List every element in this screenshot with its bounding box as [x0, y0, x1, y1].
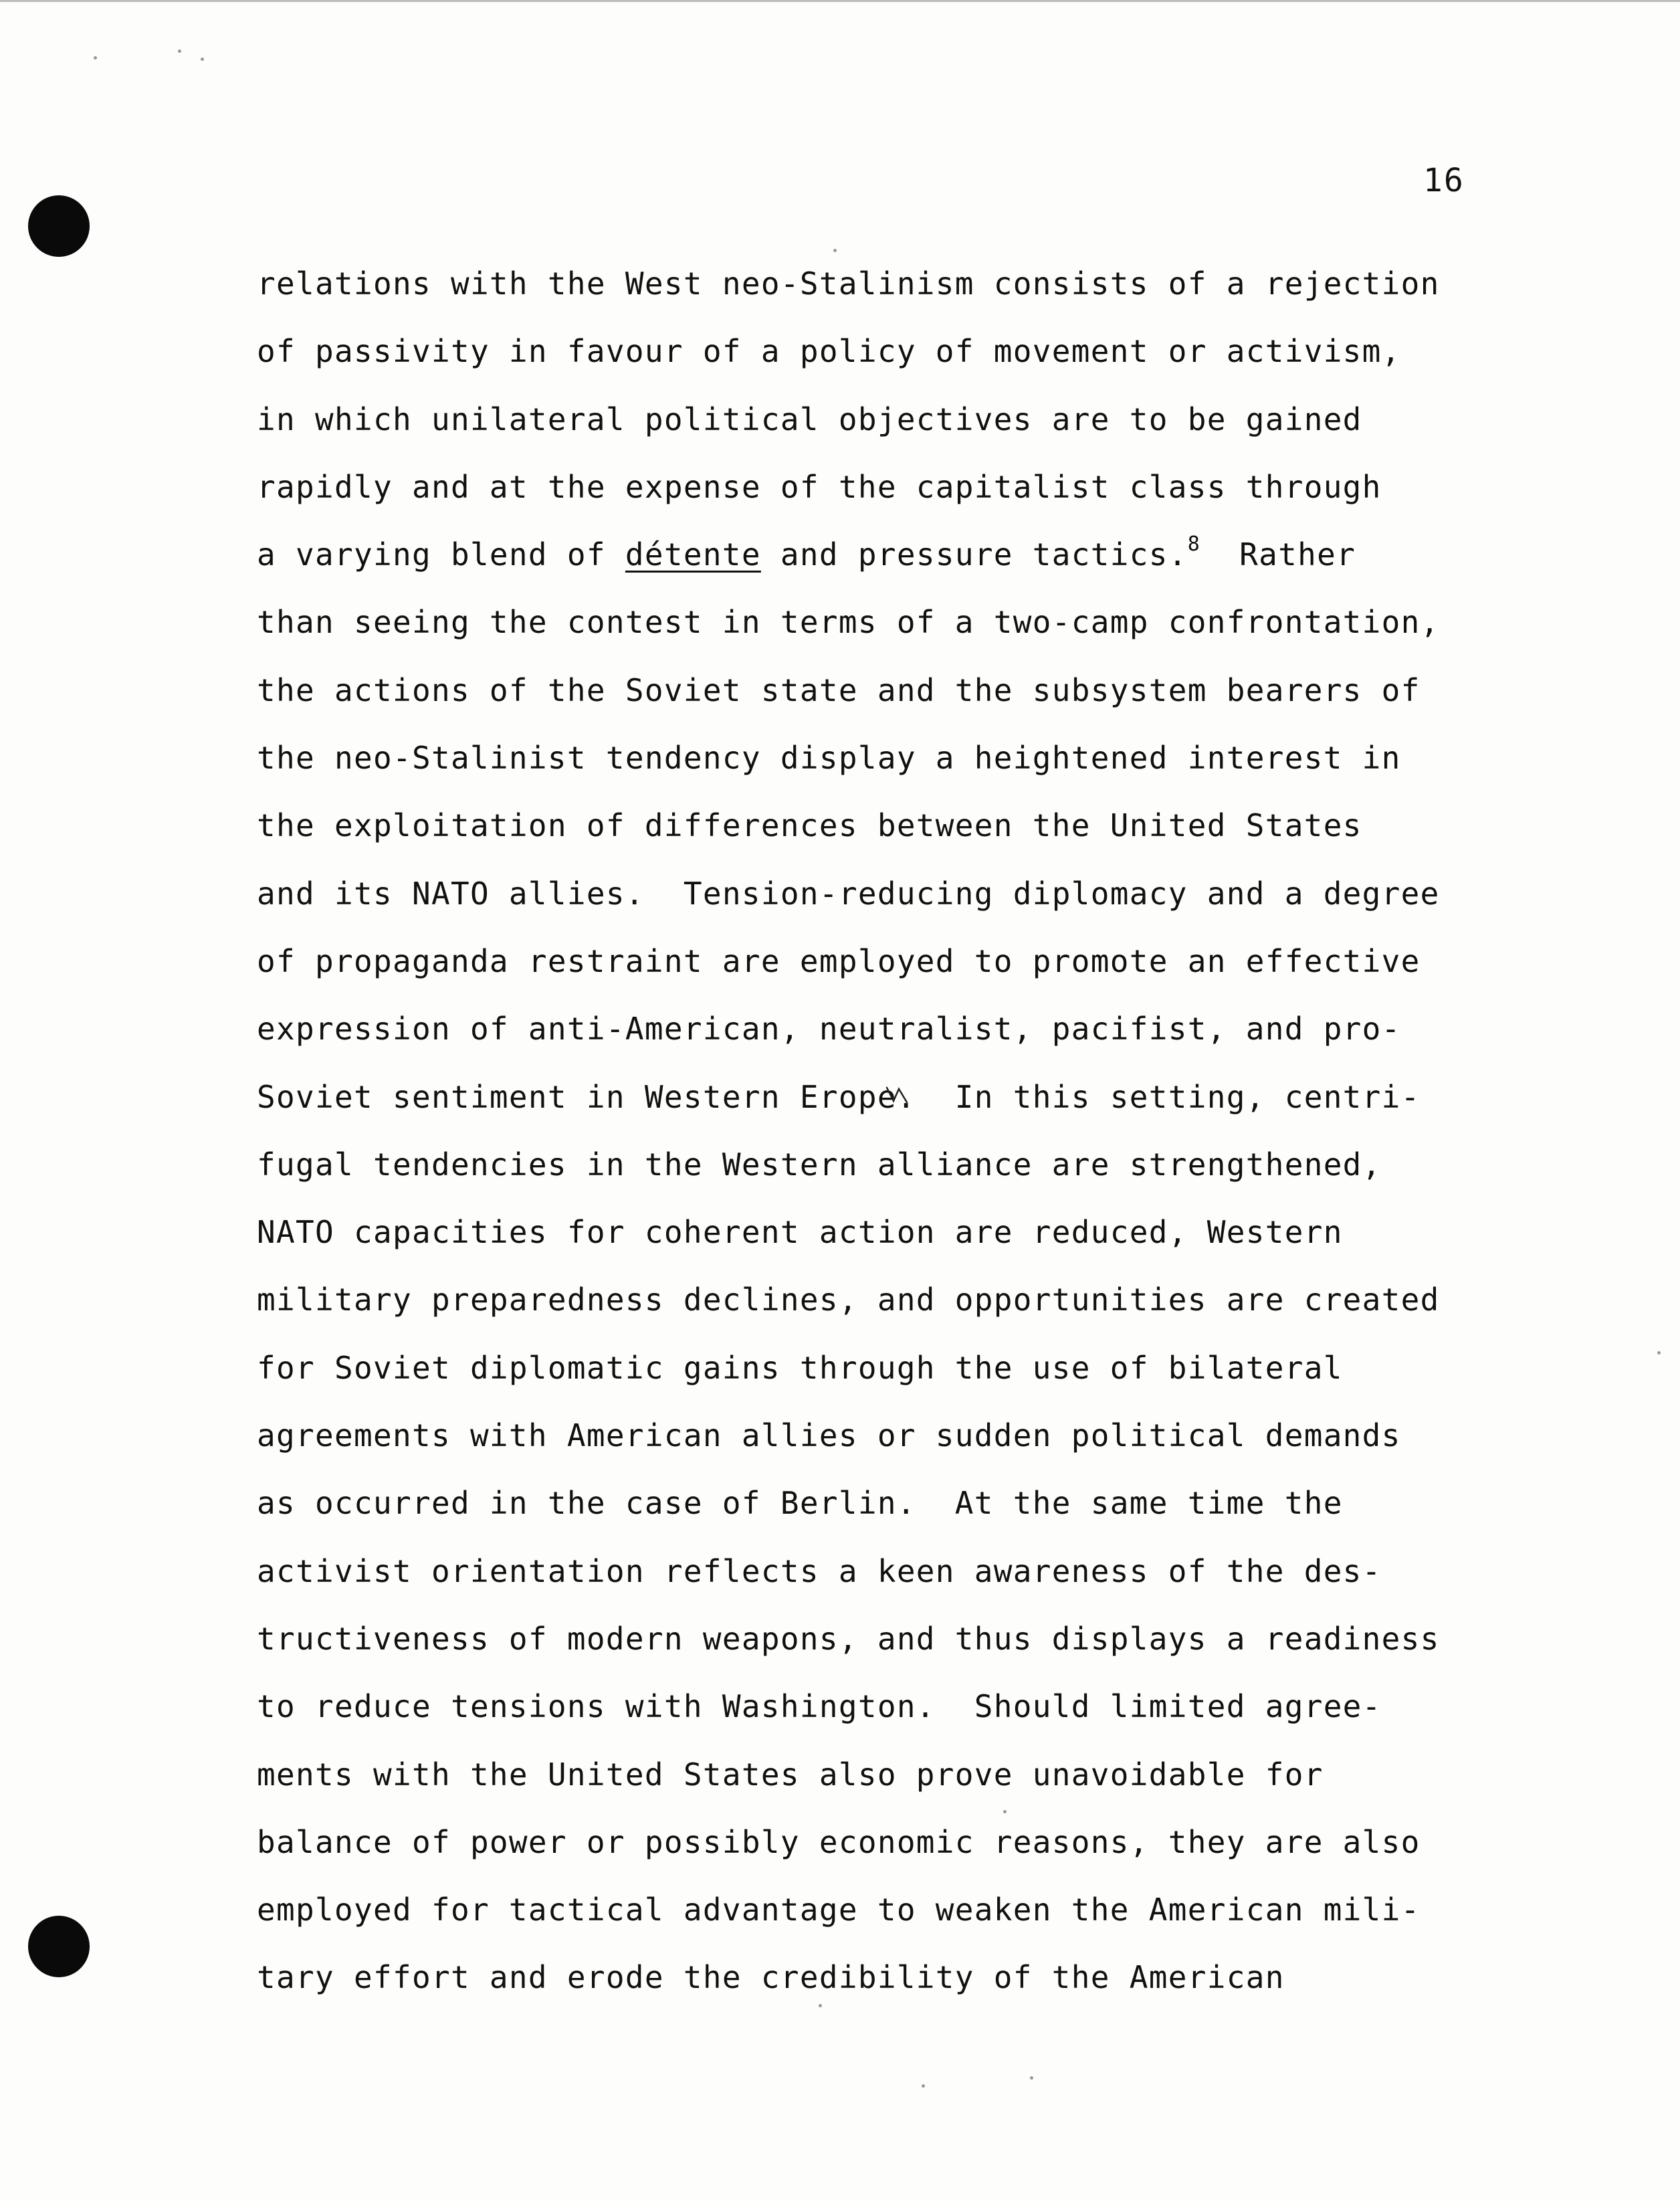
scan-speck [178, 49, 181, 53]
punch-hole-top [28, 195, 90, 257]
text-line: the exploitation of differences between the United States [257, 807, 1362, 844]
text-line: balance of power or possibly economic reasons, they are also [257, 1823, 1421, 1860]
text-line: rapidly and at the expense of the capitalist class through [257, 468, 1382, 505]
text-line: Soviet sentiment in Western Erope. In this setting, centri- [257, 1078, 1421, 1115]
text-line: ments with the United States also prove unavoidable for [257, 1756, 1324, 1793]
text-line: NATO capacities for coherent action are reduced, Western [257, 1214, 1343, 1251]
handwritten-caret-mark [884, 1085, 911, 1105]
footnote-marker: 8 [1187, 532, 1201, 557]
punch-hole-bottom [28, 1916, 90, 1977]
text-line: expression of anti-American, neutralist, pacifist, and pro- [257, 1011, 1401, 1047]
text-line: agreements with American allies or sudden political demands [257, 1417, 1401, 1454]
text-line: relations with the West neo-Stalinism consists of a rejection [257, 266, 1440, 302]
scan-speck [1657, 1351, 1661, 1355]
text-segment: a varying blend of [257, 536, 625, 573]
text-line: as occurred in the case of Berlin. At the same time the [257, 1485, 1343, 1522]
text-line: activist orientation reflects a keen awareness of the des- [257, 1553, 1382, 1589]
text-line: for Soviet diplomatic gains through the use of bilateral [257, 1349, 1343, 1386]
scan-speck [833, 249, 837, 252]
text-line: military preparedness declines, and opportunities are created [257, 1282, 1440, 1318]
text-line: fugal tendencies in the Western alliance are strengthened, [257, 1146, 1382, 1183]
text-line: tary effort and erode the credibility of the American [257, 1959, 1285, 1996]
scan-speck [94, 56, 97, 60]
scan-speck [201, 58, 204, 61]
text-segment: and pressure tactics. [760, 536, 1188, 573]
body-text [257, 257, 1501, 2019]
text-line: the actions of the Soviet state and the subsystem bearers of [257, 672, 1421, 708]
scan-top-edge [0, 0, 1680, 2]
text-line: and its NATO allies. Tension-reducing diplomacy and a degree [257, 875, 1440, 912]
text-line: the neo-Stalinist tendency display a heightened interest in [257, 740, 1401, 777]
text-segment: Rather [1200, 536, 1356, 573]
text-line: of propaganda restraint are employed to promote an effective [257, 942, 1421, 979]
text-line: than seeing the contest in terms of a two-camp confrontation, [257, 604, 1440, 641]
text-line [257, 528, 1501, 595]
scan-speck [1030, 2076, 1033, 2080]
text-line: in which unilateral political objectives are to be gained [257, 401, 1362, 437]
text-line: of passivity in favour of a policy of movement or activism, [257, 333, 1401, 370]
text-line: to reduce tensions with Washington. Should limited agree- [257, 1688, 1382, 1725]
text-line: employed for tactical advantage to weaken the American mili- [257, 1892, 1421, 1928]
page-number: 16 [1423, 162, 1465, 199]
scan-speck [922, 2084, 925, 2088]
text-line: tructiveness of modern weapons, and thus displays a readiness [257, 1620, 1440, 1657]
underlined-term: détente [625, 536, 761, 573]
